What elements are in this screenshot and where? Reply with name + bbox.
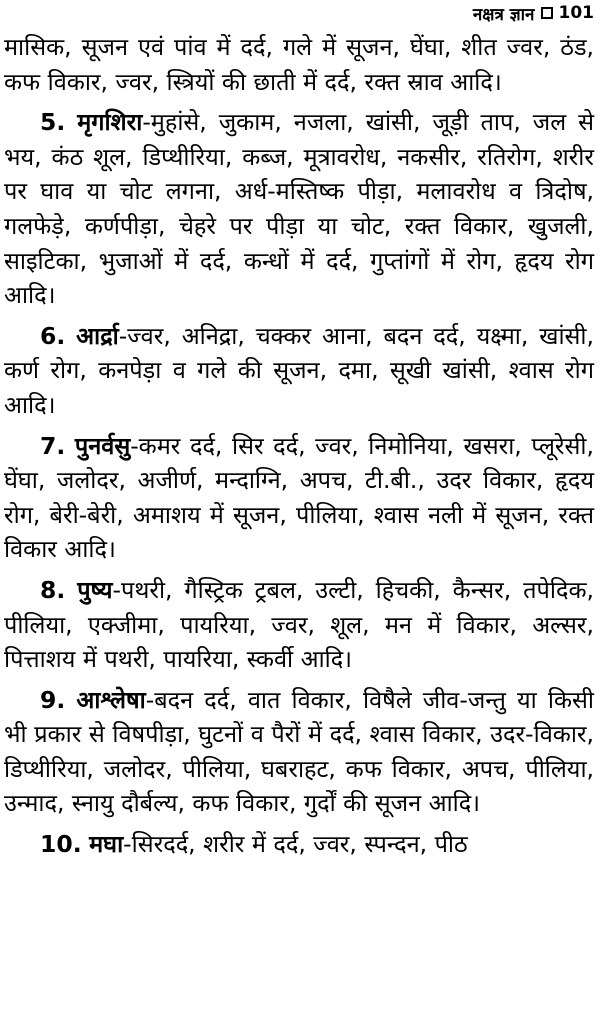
- running-header: [473, 0, 594, 26]
- header-box-icon: [541, 7, 553, 19]
- paragraph-number: 6.: [40, 321, 66, 350]
- paragraph-punarvasu: [4, 429, 594, 567]
- paragraph-number: 9.: [40, 685, 66, 714]
- body-text: [4, 30, 594, 868]
- page-number: 101: [558, 3, 594, 23]
- nakshatra-name: मघा: [89, 830, 124, 859]
- paragraph-text: -मुहांसे, जुकाम, नजला, खांसी, जूड़ी ताप, जल से भय, कंठ शूल, डिप्थीरिया, कब्ज, मूत्रावरोध, नकसीर, रतिरोग, शरीर पर घाव या चोट लगना, अर्ध-मस्तिष्क पीड़ा, मलावरोध व त्रिदोष, गलफेड़े, कर्णपीड़ा, चेहरे पर पीड़ा या चोट, रक्त विकार, खुजली, साइटिका, भुजाओं में दर्द, कन्धों में दर्द, गुप्तांगों में रोग, हृदय रोग आदि।: [4, 108, 594, 310]
- paragraph-ashlesha: [4, 683, 594, 821]
- paragraph-pushya: [4, 573, 594, 677]
- paragraph-text: मासिक, सूजन एवं पांव में दर्द, गले में सूजन, घेंघा, शीत ज्वर, ठंड, कफ विकार, ज्वर, स्त्रियों की छाती में दर्द, रक्त स्राव आदि।: [4, 33, 594, 96]
- paragraph-number: 5.: [40, 108, 66, 137]
- paragraph-number: 8.: [40, 575, 66, 604]
- paragraph-mrigashira: [4, 105, 594, 313]
- paragraph-text: -बदन दर्द, वात विकार, विषैले जीव-जन्तु या किसी भी प्रकार से विषपीड़ा, घुटनों व पैरों में दर्द, श्वास विकार, उदर-विकार, डिप्थीरिया, जलोदर, पीलिया, घबराहट, कफ विकार, अपच, पीलिया, उन्माद, स्नायु दौर्बल्य, कफ विकार, गुर्दों की सूजन आदि।: [4, 685, 594, 818]
- paragraph-magha: [4, 827, 594, 862]
- paragraph-number: 7.: [40, 431, 66, 460]
- paragraph-text: -ज्वर, अनिद्रा, चक्कर आना, बदन दर्द, यक्ष्मा, खांसी, कर्ण रोग, कनपेड़ा व गले की सूजन, दमा, सूखी खांसी, श्वास रोग आदि।: [4, 321, 594, 419]
- nakshatra-name: आर्द्रा: [76, 321, 119, 350]
- paragraph-text: -पथरी, गैस्ट्रिक ट्रबल, उल्टी, हिचकी, कैन्सर, तपेदिक, पीलिया, एक्जीमा, पायरिया, ज्वर, शूल, मन में विकार, अल्सर, पित्ताशय में पथरी, पायरिया, स्कर्वी आदि।: [4, 575, 594, 674]
- nakshatra-name: आश्लेषा: [76, 685, 146, 714]
- paragraph-text: -कमर दर्द, सिर दर्द, ज्वर, निमोनिया, खसरा, प्लूरेसी, घेंघा, जलोदर, अजीर्ण, मन्दाग्नि, अपच, टी.बी., उदर विकार, हृदय रोग, बेरी-बेरी, अमाशय में सूजन, पीलिया, श्वास नली में सूजन, रक्त विकार आदि।: [4, 431, 594, 564]
- header-title: नक्षत्र ज्ञान: [472, 4, 535, 25]
- nakshatra-name: पुष्य: [77, 575, 113, 604]
- paragraph-continuation: [4, 30, 594, 99]
- nakshatra-name: पुनर्वसु: [74, 431, 131, 460]
- paragraph-text: -सिरदर्द, शरीर में दर्द, ज्वर, स्पन्दन, पीठ: [123, 830, 468, 859]
- nakshatra-name: मृगशिरा: [77, 108, 143, 137]
- paragraph-number: 10.: [40, 830, 82, 859]
- paragraph-ardra: [4, 319, 594, 423]
